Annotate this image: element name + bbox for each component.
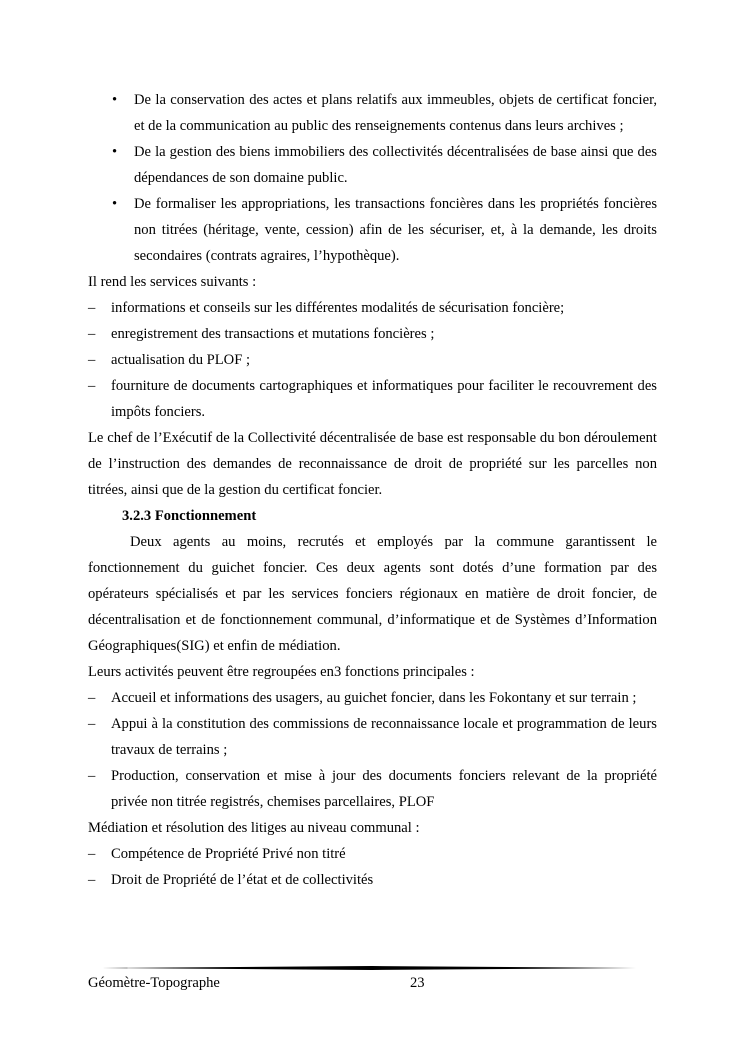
- services-intro: Il rend les services suivants :: [88, 274, 257, 290]
- mediation-list: [88, 841, 657, 893]
- activites-list: [88, 685, 657, 815]
- list-item: – Droit de Propriété de l’état et de collectivités: [88, 867, 657, 893]
- list-item: • De formaliser les appropriations, les transactions foncières dans les propriétés foncières non titrées (héritage, vente, cession) afin de les sécuriser, et, à la demande, les droits secondaires (contrats agraires, l’hypothèque).: [88, 191, 657, 269]
- mediation-intro: Médiation et résolution des litiges au niveau communal :: [88, 820, 420, 836]
- list-item: – actualisation du PLOF ;: [88, 347, 657, 373]
- dash-icon: –: [88, 300, 96, 316]
- list-item: • De la gestion des biens immobiliers des collectivités décentralisées de base ainsi que des dépendances de son domaine public.: [88, 139, 657, 191]
- footer-rule: [102, 966, 642, 970]
- dash-icon: –: [88, 378, 96, 394]
- list-item: – Appui à la constitution des commissions de reconnaissance locale et programmation de leurs travaux de terrains ;: [88, 711, 657, 763]
- page-body: [88, 87, 657, 893]
- dash-icon: –: [88, 352, 96, 368]
- dash-icon: –: [88, 716, 96, 732]
- list-item: • De la conservation des actes et plans relatifs aux immeubles, objets de certificat foncier, et de la communication au public des renseignements contenus dans leurs archives ;: [88, 87, 657, 139]
- bullet-icon: •: [112, 144, 118, 160]
- fonctionnement-paragraph: Deux agents au moins, recrutés et employés par la commune garantissent le fonctionnement du guichet foncier. Ces deux agents sont dotés d’une formation par des opérateurs spécialisés et par les services fonciers régionaux en matière de droit foncier, de décentralisation et de fonctionnement communal, d’informatique et de Systèmes d’Information Géographiques(SIG) et enfin de médiation.: [88, 534, 657, 654]
- bullet-list: [88, 87, 657, 269]
- list-item: – Production, conservation et mise à jour des documents fonciers relevant de la propriété privée non titrée registrés, chemises parcellaires, PLOF: [88, 763, 657, 815]
- dash-icon: –: [88, 326, 96, 342]
- services-list: [88, 295, 657, 425]
- list-item: – enregistrement des transactions et mutations foncières ;: [88, 321, 657, 347]
- bullet-icon: •: [112, 92, 118, 108]
- dash-icon: –: [88, 768, 96, 784]
- footer-title: Géomètre-Topographe: [88, 975, 220, 991]
- activites-intro: Leurs activités peuvent être regroupées en3 fonctions principales :: [88, 664, 475, 680]
- chef-paragraph: Le chef de l’Exécutif de la Collectivité décentralisée de base est responsable du bon déroulement de l’instruction des demandes de reconnaissance de droit de propriété sur les parcelles non titrées, ainsi que de la gestion du certificat foncier.: [88, 430, 657, 498]
- section-heading: 3.2.3 Fonctionnement: [122, 508, 257, 524]
- dash-icon: –: [88, 690, 96, 706]
- list-item: – Compétence de Propriété Privé non titré: [88, 841, 657, 867]
- list-item: – Accueil et informations des usagers, au guichet foncier, dans les Fokontany et sur terrain ;: [88, 685, 657, 711]
- bullet-icon: •: [112, 196, 118, 212]
- list-item: – fourniture de documents cartographiques et informatiques pour faciliter le recouvrement des impôts fonciers.: [88, 373, 657, 425]
- dash-icon: –: [88, 872, 96, 888]
- dash-icon: –: [88, 846, 96, 862]
- list-item: – informations et conseils sur les différentes modalités de sécurisation foncière;: [88, 295, 657, 321]
- page-number: 23: [410, 975, 425, 991]
